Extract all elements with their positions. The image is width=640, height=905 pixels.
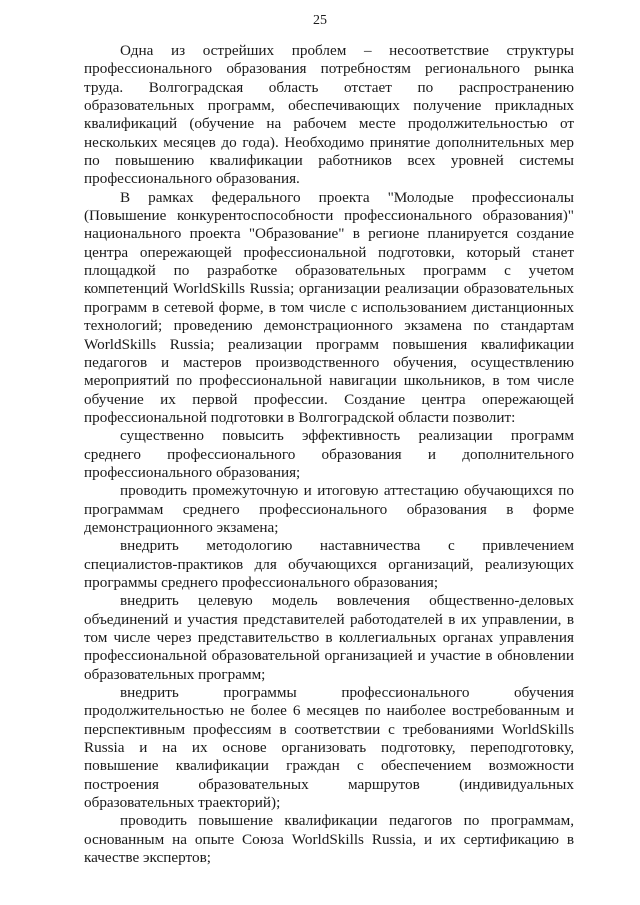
paragraph-federal-project: В рамках федерального проекта "Молодые профессионалы (Повышение конкурентоспособности профессионального образования)" национального проекта "Образование" в регионе планируется создание центра опережающей профессиональной подготовки, который станет площадкой по разработке образовательных программ с учетом компетенций WorldSkills Russia; организации реализации образовательных программ в сетевой форме, в том числе с использованием дистанционных технологий; проведению демонстрационного экзамена по стандартам WorldSkills Russia; реализации программ повышения квалификации педагогов и мастеров производственного обучения, осуществлению мероприятий по профессиональной навигации школьников, в том числе обучение их первой профессии. Создание центра опережающей профессиональной подготовки в Волгоградской области позволит: (84, 188, 574, 426)
page-number: 25 (313, 13, 327, 28)
document-body (84, 42, 574, 867)
paragraph-problem-statement: Одна из острейших проблем – несоответствие структуры профессионального образования потребностям регионального рынка труда. Волгоградская область отстает по распространению образовательных программ, обеспечивающих получение прикладных квалификаций (обучение на рабочем месте продолжительностью от нескольких месяцев до года). Необходимо принятие дополнительных мер по повышению квалификации работников всех уровней системы профессионального образования. (84, 42, 574, 188)
list-item-short-programs: внедрить программы профессионального обучения продолжительностью не более 6 месяцев по наиболее востребованным и перспективным профессиям в соответствии с требованиями WorldSkills Russia и на их основе организовать подготовку, переподготовку, повышение квалификации граждан с обеспечением возможности построения образовательных маршрутов (индивидуальных образовательных траекторий); (84, 684, 574, 812)
list-item-teacher-training: проводить повышение квалификации педагогов по программам, основанным на опыте Союза WorldSkills Russia, и их сертификацию в качестве экспертов; (84, 812, 574, 867)
list-item-efficiency: существенно повысить эффективность реализации программ среднего профессионального образования и дополнительного профессионального образования; (84, 427, 574, 481)
list-item-attestation: проводить промежуточную и итоговую аттестацию обучающихся по программам среднего профессионального образования в форме демонстрационного экзамена; (84, 482, 574, 536)
list-item-mentoring: внедрить методологию наставничества с привлечением специалистов-практиков для обучающихся организаций, реализующих программы среднего профессионального образования; (84, 537, 574, 591)
list-item-employer-involvement: внедрить целевую модель вовлечения общественно-деловых объединений и участия представителей работодателей в их управлении, в том числе через представительство в коллегиальных органах управления профессиональной образовательной организацией и участие в обновлении образовательных программ; (84, 592, 574, 683)
